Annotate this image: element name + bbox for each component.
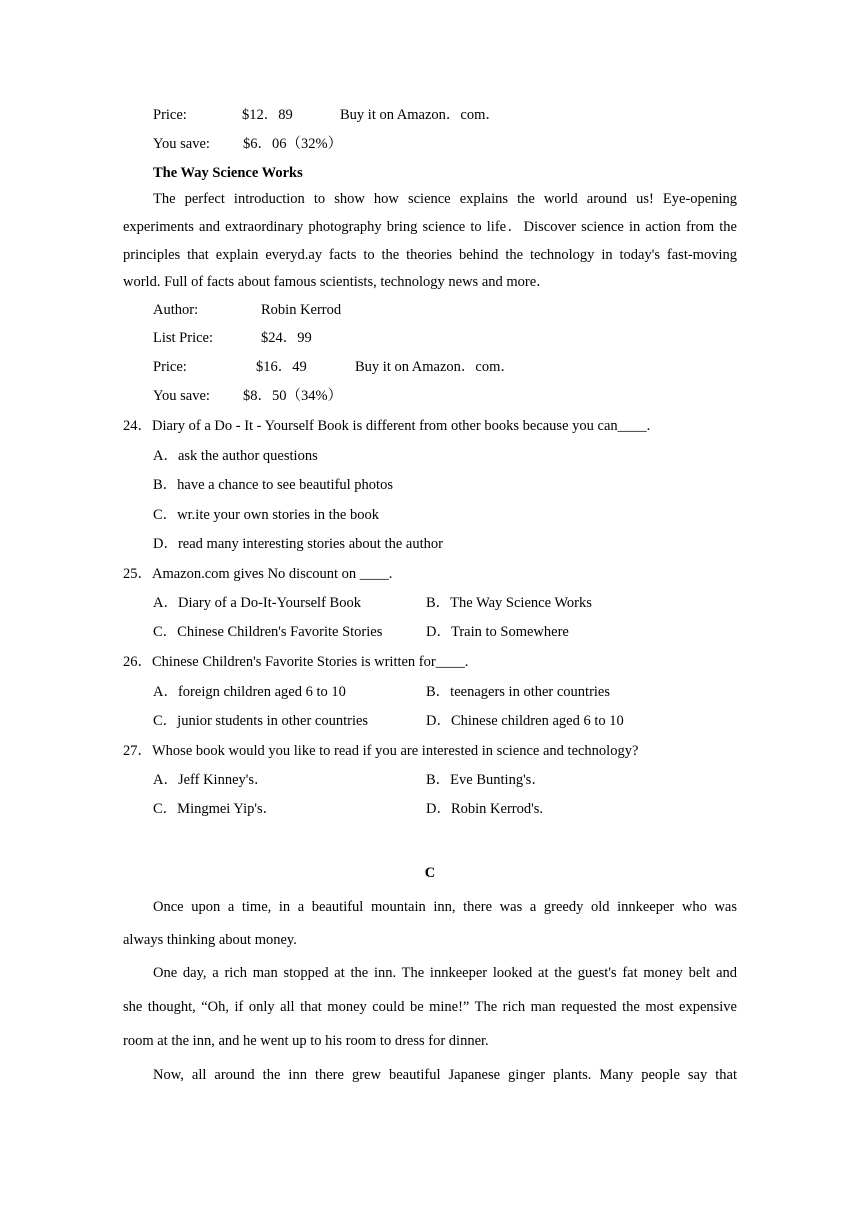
buy-amazon-text: Buy it on Amazon．com． bbox=[340, 107, 500, 123]
book-description-line: experiments and extraordinary photography bring science to life．Discover science in action from the bbox=[123, 219, 737, 235]
author-value: Robin Kerrod bbox=[261, 302, 342, 318]
passage-line: room at the inn, and he went up to his room to dress for dinner. bbox=[123, 1033, 489, 1049]
question-option: D．Robin Kerrod's. bbox=[426, 801, 543, 817]
price-value: $16．49 bbox=[256, 359, 307, 375]
passage-line: she thought, “Oh, if only all that money could be mine!” The rich man requested the most expensive bbox=[123, 999, 737, 1015]
passage-line: Once upon a time, in a beautiful mountain inn, there was a greedy old innkeeper who was bbox=[153, 899, 737, 915]
question-option: C．wr.ite your own stories in the book bbox=[153, 507, 379, 523]
passage-line: always thinking about money. bbox=[123, 932, 297, 948]
question-option: C．Chinese Children's Favorite Stories bbox=[153, 624, 383, 640]
question-option: B．teenagers in other countries bbox=[426, 684, 611, 700]
question-option: A．Jeff Kinney's． bbox=[153, 772, 269, 788]
question-stem: 24．Diary of a Do - It - Yourself Book is different from other books because you can____. bbox=[123, 418, 651, 434]
question-option: A．Diary of a Do-It-Yourself Book bbox=[153, 595, 361, 611]
book-description-line: principles that explain everyd.ay facts to the theories behind the technology in today's fast-moving bbox=[123, 247, 737, 263]
buy-amazon-text: Buy it on Amazon．com． bbox=[355, 359, 515, 375]
save-label: You save: bbox=[153, 136, 210, 152]
question-stem: 26．Chinese Children's Favorite Stories is written for____. bbox=[123, 654, 469, 670]
save-value: $6．06（32%） bbox=[243, 136, 343, 152]
list-price-label: List Price: bbox=[153, 330, 214, 346]
save-value: $8．50（34%） bbox=[243, 388, 343, 404]
question-option: D．Chinese children aged 6 to 10 bbox=[426, 713, 624, 729]
price-label: Price: bbox=[153, 107, 187, 123]
book-title: The Way Science Works bbox=[153, 165, 303, 181]
author-label: Author: bbox=[153, 302, 199, 318]
book-description-line: world. Full of facts about famous scientists, technology news and more． bbox=[123, 274, 551, 290]
question-option: C．junior students in other countries bbox=[153, 713, 369, 729]
passage-line: Now, all around the inn there grew beautiful Japanese ginger plants. Many people say that bbox=[153, 1067, 737, 1083]
price-label: Price: bbox=[153, 359, 187, 375]
question-option: D．Train to Somewhere bbox=[426, 624, 569, 640]
question-option: B．Eve Bunting's． bbox=[426, 772, 546, 788]
question-stem: 27．Whose book would you like to read if you are interested in science and technology? bbox=[123, 743, 639, 759]
question-option: D．read many interesting stories about the author bbox=[153, 536, 443, 552]
question-option: A．ask the author questions bbox=[153, 448, 318, 464]
passage-line: One day, a rich man stopped at the inn. The innkeeper looked at the guest's fat money belt and bbox=[153, 965, 737, 981]
save-label: You save: bbox=[153, 388, 210, 404]
question-option: B．The Way Science Works bbox=[426, 595, 592, 611]
question-option: C．Mingmei Yip's． bbox=[153, 801, 278, 817]
question-option: B．have a chance to see beautiful photos bbox=[153, 477, 393, 493]
section-heading: C bbox=[424, 865, 436, 881]
book-description-line: The perfect introduction to show how science explains the world around us! Eye-opening bbox=[153, 191, 737, 207]
question-option: A．foreign children aged 6 to 10 bbox=[153, 684, 346, 700]
question-stem: 25．Amazon.com gives No discount on ____. bbox=[123, 566, 393, 582]
price-value: $12．89 bbox=[242, 107, 293, 123]
list-price-value: $24．99 bbox=[261, 330, 312, 346]
